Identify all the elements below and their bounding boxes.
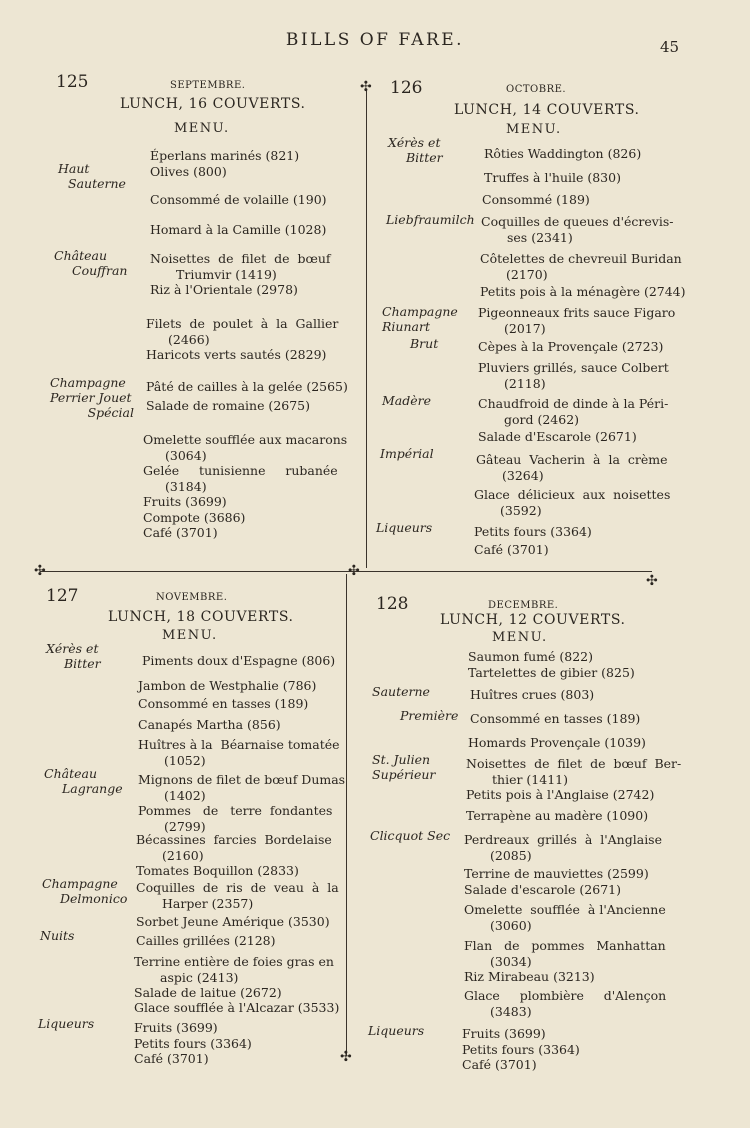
- menu-126: [360, 76, 750, 566]
- dish-group: Piments doux d'Espagne (806): [142, 653, 336, 668]
- dish-group: Gâteau Vacherin à la crème (3264): [476, 452, 668, 483]
- dish-group: Chaudfroid de dinde à la Péri- gord (2462) Salade d'Escarole (2671): [478, 396, 669, 444]
- wine-pairing: Liqueurs: [368, 1023, 425, 1038]
- menu-number: 127: [46, 586, 79, 606]
- dish-group: Pluviers grillés, sauce Colbert (2118): [478, 360, 669, 391]
- wine-pairing: Nuits: [40, 928, 75, 943]
- dish-group: Saumon fumé (822) Tartelettes de gibier (825): [468, 649, 635, 680]
- dish-group: Terrine entière de foies gras en aspic (2413) Salade de laitue (2672): [134, 954, 334, 1000]
- wine-pairing: Xérès et Bitter: [388, 135, 443, 165]
- menu-128: [350, 592, 750, 1082]
- menu-heading: MENU.: [492, 630, 548, 645]
- wine-pairing: Champagne Delmonico: [42, 876, 128, 906]
- dish-group: Terrine de mauviettes (2599) Salade d'escarole (2671): [464, 866, 649, 897]
- menu-month: OCTOBRE.: [506, 84, 567, 95]
- lunch-heading: LUNCH, 14 COUVERTS.: [454, 102, 640, 118]
- menu-month: SEPTEMBRE.: [170, 80, 246, 91]
- menu-number: 126: [390, 78, 423, 98]
- wine-pairing: Liqueurs: [376, 520, 433, 535]
- wine-pairing: Première: [400, 708, 459, 723]
- menu-number: 128: [376, 594, 409, 614]
- dish-group: Cailles grillées (2128): [136, 933, 276, 948]
- menu-month: DECEMBRE.: [488, 600, 559, 611]
- dish-group: Fruits (3699) Petits fours (3364) Café (3701): [462, 1026, 580, 1072]
- horizontal-rule: [40, 571, 652, 572]
- menu-heading: MENU.: [162, 628, 218, 643]
- dish-group: Noisettes de filet de bœuf Triumvir (1419) Riz à l'Orientale (2978): [150, 251, 331, 297]
- dish-group: Consommé de volaille (190): [150, 192, 327, 207]
- lunch-heading: LUNCH, 16 COUVERTS.: [120, 96, 306, 112]
- menu-number: 125: [56, 72, 89, 92]
- wine-pairing: Champagne Riunart Brut: [382, 304, 458, 351]
- dish-group: Terrapène au madère (1090): [466, 808, 649, 823]
- menu-125: [0, 70, 360, 560]
- ornament-left: ✣: [34, 563, 46, 579]
- dish-group: Rôties Waddington (826) Truffes à l'huile (830): [484, 146, 642, 185]
- dish-group: Canapés Martha (856): [138, 717, 281, 732]
- dish-group: Huîtres crues (803): [470, 687, 595, 702]
- menu-heading: MENU.: [506, 122, 562, 137]
- dish-group: Glace soufflée à l'Alcazar (3533): [134, 1000, 340, 1015]
- dish-group: Côtelettes de chevreuil Buridan (2170) Petits pois à la ménagère (2744): [480, 251, 686, 299]
- dish-group: Perdreaux grillés à l'Anglaise (2085): [464, 832, 662, 863]
- wine-pairing: St. Julien Supérieur: [372, 752, 436, 782]
- wine-pairing: Xérès et Bitter: [46, 641, 101, 671]
- dish-group: Omelette soufflée aux macarons (3064) Gelée tunisienne rubanée (3184) Fruits (3699) Compote (3686) Café (3701): [143, 432, 348, 540]
- dish-group: Jambon de Westphalie (786): [138, 678, 317, 693]
- dish-group: Éperlans marinés (821) Olives (800): [150, 148, 300, 179]
- wine-pairing: Haut Sauterne: [58, 161, 126, 191]
- wine-pairing: Sauterne: [372, 684, 430, 699]
- wine-pairing: Liqueurs: [38, 1016, 95, 1031]
- menu-127: [0, 582, 350, 1072]
- dish-group: Consommé (189): [482, 192, 590, 207]
- dish-group: Petits fours (3364) Café (3701): [474, 524, 592, 557]
- dish-group: Noisettes de filet de bœuf Ber- thier (1411) Petits pois à l'Anglaise (2742): [466, 756, 682, 802]
- dish-group: Consommé en tasses (189): [138, 696, 309, 711]
- wine-pairing: Madère: [382, 393, 432, 408]
- ornament-bottom: ✣: [340, 1049, 352, 1065]
- dish-group: Flan de pommes Manhattan (3034) Riz Mirabeau (3213): [464, 938, 666, 984]
- wine-pairing: Château Couffran: [54, 248, 128, 278]
- ornament-center: ✣: [348, 563, 360, 579]
- page-number: 45: [660, 38, 680, 56]
- dish-group: Huîtres à la Béarnaise tomatée (1052): [138, 737, 340, 768]
- dish-group: Glace plombière d'Alençon (3483): [464, 988, 667, 1019]
- dish-group: Coquilles de ris de veau à la Harper (2357): [136, 880, 339, 911]
- dish-group: Sorbet Jeune Amérique (3530): [136, 914, 330, 929]
- dish-group: Coquilles de queues d'écrevis- ses (2341): [481, 214, 674, 245]
- page-header: BILLS OF FARE.: [285, 30, 465, 50]
- wine-pairing: Clicquot Sec: [370, 828, 451, 843]
- wine-pairing: Champagne Perrier Jouet Spécial: [50, 375, 134, 420]
- dish-group: Filets de poulet à la Gallier (2466) Haricots verts sautés (2829): [146, 316, 339, 362]
- dish-group: Bécassines farcies Bordelaise (2160) Tomates Boquillon (2833): [136, 832, 332, 878]
- dish-group: Homard à la Camille (1028): [150, 222, 327, 237]
- dish-group: Mignons de filet de bœuf Dumas (1402) Pommes de terre fondantes (2799): [138, 772, 346, 834]
- lunch-heading: LUNCH, 18 COUVERTS.: [108, 609, 294, 625]
- wine-pairing: Liebfraumilch: [386, 212, 475, 227]
- wine-pairing: Château Lagrange: [44, 766, 123, 796]
- dish-group: Homards Provençale (1039): [468, 735, 646, 750]
- dish-group: Consommé en tasses (189): [470, 711, 641, 726]
- lunch-heading: LUNCH, 12 COUVERTS.: [440, 612, 626, 628]
- dish-group: Glace délicieux aux noisettes (3592): [474, 487, 671, 518]
- menu-month: NOVEMBRE.: [156, 592, 228, 603]
- dish-group: Fruits (3699) Petits fours (3364) Café (3701): [134, 1020, 252, 1066]
- ornament-right: ✣: [646, 573, 658, 589]
- dish-group: Omelette soufflée à l'Ancienne (3060): [464, 902, 666, 933]
- menu-heading: MENU.: [174, 121, 230, 136]
- ornament-top: ✣: [360, 79, 372, 95]
- dish-group: Pigeonneaux frits sauce Figaro (2017) Cèpes à la Provençale (2723): [478, 305, 676, 354]
- dish-group: Pâté de cailles à la gelée (2565) Salade de romaine (2675): [146, 379, 348, 413]
- wine-pairing: Impérial: [380, 446, 434, 461]
